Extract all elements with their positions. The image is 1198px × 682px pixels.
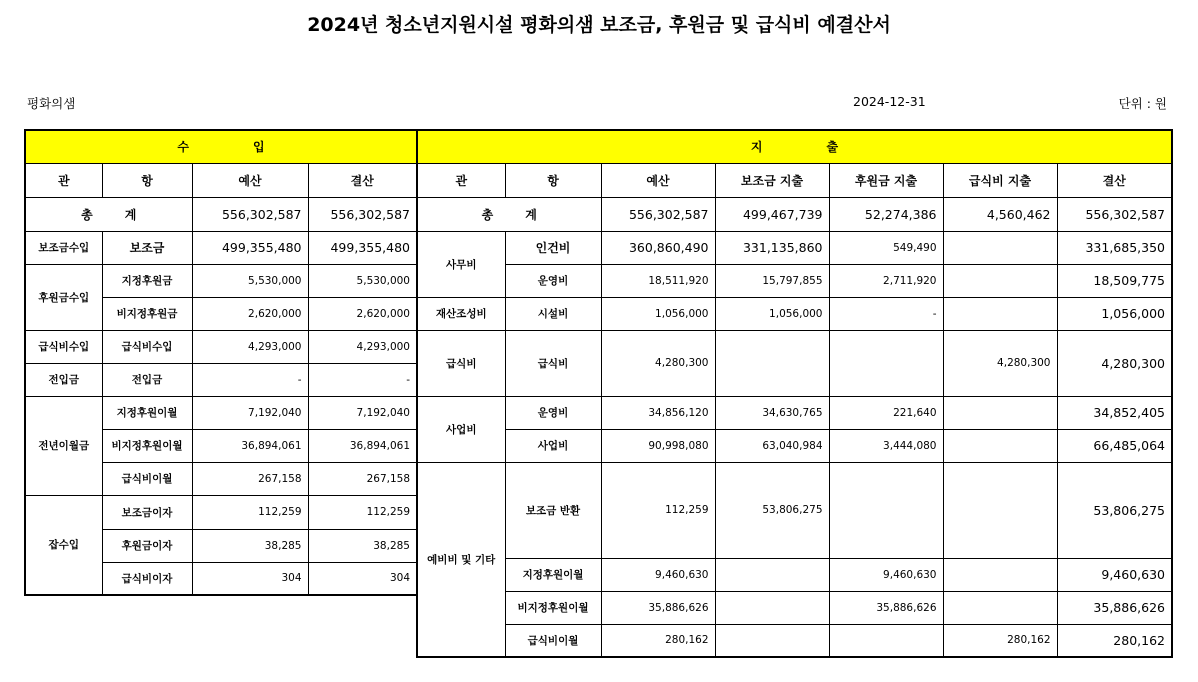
expense-meal bbox=[943, 396, 1057, 429]
income-hang: 급식비이월 bbox=[102, 462, 192, 495]
expense-donation bbox=[829, 462, 943, 558]
income-settle: 112,259 bbox=[308, 495, 417, 529]
income-col-gwan: 관 bbox=[25, 163, 102, 197]
income-hang: 지정후원이월 bbox=[102, 396, 192, 429]
expense-header-row bbox=[417, 130, 1172, 163]
income-gwan: 보조금수입 bbox=[25, 231, 102, 264]
expense-meal bbox=[943, 591, 1057, 624]
income-settle: 499,355,480 bbox=[308, 231, 417, 264]
income-gwan: 잡수입 bbox=[25, 495, 102, 595]
table-row bbox=[417, 396, 1172, 429]
expense-subsidy bbox=[715, 591, 829, 624]
income-settle: - bbox=[308, 363, 417, 396]
expense-budget: 34,856,120 bbox=[601, 396, 715, 429]
page-title: 2024년 청소년지원시설 평화의샘 보조금, 후원금 및 급식비 예결산서 bbox=[307, 14, 891, 36]
table-row bbox=[417, 264, 1172, 297]
table-row bbox=[25, 495, 417, 529]
expense-hang: 인건비 bbox=[505, 231, 601, 264]
income-total-settle: 556,302,587 bbox=[308, 197, 417, 231]
expense-total-char-1: 총 bbox=[481, 207, 494, 222]
expense-header-char-2: 출 bbox=[826, 140, 839, 155]
expense-gwan: 사무비 bbox=[417, 231, 505, 297]
expense-gwan: 사업비 bbox=[417, 396, 505, 462]
table-row bbox=[25, 396, 417, 429]
expense-col-meal: 급식비 지출 bbox=[943, 163, 1057, 197]
expense-total-char-2: 계 bbox=[525, 207, 537, 222]
income-gwan: 전년이월금 bbox=[25, 396, 102, 495]
income-total-row bbox=[25, 197, 417, 231]
expense-total-row bbox=[417, 197, 1172, 231]
expense-budget: 112,259 bbox=[601, 462, 715, 558]
expense-hang: 보조금 반환 bbox=[505, 462, 601, 558]
income-budget: 7,192,040 bbox=[192, 396, 308, 429]
expense-hang: 비지정후원이월 bbox=[505, 591, 601, 624]
expense-hang: 시설비 bbox=[505, 297, 601, 330]
income-col-settle: 결산 bbox=[308, 163, 417, 197]
expense-budget: 360,860,490 bbox=[601, 231, 715, 264]
income-budget: 4,293,000 bbox=[192, 330, 308, 363]
income-budget: 267,158 bbox=[192, 462, 308, 495]
income-header-row bbox=[25, 130, 417, 163]
expense-col-subsidy: 보조금 지출 bbox=[715, 163, 829, 197]
expense-donation: 3,444,080 bbox=[829, 429, 943, 462]
table-row bbox=[25, 231, 417, 264]
expense-donation: 221,640 bbox=[829, 396, 943, 429]
income-settle: 5,530,000 bbox=[308, 264, 417, 297]
expense-subsidy bbox=[715, 624, 829, 657]
income-hang: 후원금이자 bbox=[102, 529, 192, 562]
income-budget: - bbox=[192, 363, 308, 396]
org-name: 평화의샘 bbox=[27, 96, 76, 111]
expense-meal bbox=[943, 558, 1057, 591]
expense-budget: 4,280,300 bbox=[601, 330, 715, 396]
expense-donation: - bbox=[829, 297, 943, 330]
expense-budget: 35,886,626 bbox=[601, 591, 715, 624]
expense-budget: 90,998,080 bbox=[601, 429, 715, 462]
expense-hang: 운영비 bbox=[505, 264, 601, 297]
income-total-budget: 556,302,587 bbox=[192, 197, 308, 231]
table-row bbox=[417, 231, 1172, 264]
expense-total-label bbox=[417, 197, 601, 231]
income-total-char-2: 계 bbox=[124, 207, 137, 222]
expense-header bbox=[417, 130, 1172, 163]
expense-meal bbox=[943, 264, 1057, 297]
expense-donation: 35,886,626 bbox=[829, 591, 943, 624]
expense-donation: 549,490 bbox=[829, 231, 943, 264]
expense-total-meal: 4,560,462 bbox=[943, 197, 1057, 231]
income-settle: 7,192,040 bbox=[308, 396, 417, 429]
expense-subsidy: 53,806,275 bbox=[715, 462, 829, 558]
income-header-char-1: 수 bbox=[177, 140, 189, 155]
expense-gwan: 급식비 bbox=[417, 330, 505, 396]
table-row bbox=[417, 591, 1172, 624]
expense-hang: 사업비 bbox=[505, 429, 601, 462]
expense-settle: 9,460,630 bbox=[1057, 558, 1172, 591]
expense-donation bbox=[829, 330, 943, 396]
expense-gwan: 재산조성비 bbox=[417, 297, 505, 330]
income-hang: 비지정후원금 bbox=[102, 297, 192, 330]
expense-settle: 1,056,000 bbox=[1057, 297, 1172, 330]
income-header bbox=[25, 130, 417, 163]
income-budget: 2,620,000 bbox=[192, 297, 308, 330]
expense-total-subsidy: 499,467,739 bbox=[715, 197, 829, 231]
expense-meal bbox=[943, 231, 1057, 264]
income-col-hang: 항 bbox=[102, 163, 192, 197]
income-budget: 112,259 bbox=[192, 495, 308, 529]
report-date: 2024-12-31 bbox=[853, 94, 926, 109]
expense-subsidy bbox=[715, 330, 829, 396]
income-gwan: 전입금 bbox=[25, 363, 102, 396]
expense-settle: 53,806,275 bbox=[1057, 462, 1172, 558]
income-gwan: 후원금수입 bbox=[25, 264, 102, 330]
income-settle: 38,285 bbox=[308, 529, 417, 562]
income-settle: 36,894,061 bbox=[308, 429, 417, 462]
income-hang: 보조금이자 bbox=[102, 495, 192, 529]
income-column-header-row bbox=[25, 163, 417, 197]
expense-settle: 34,852,405 bbox=[1057, 396, 1172, 429]
income-hang: 급식비이자 bbox=[102, 562, 192, 595]
expense-column-header-row bbox=[417, 163, 1172, 197]
expense-total-budget: 556,302,587 bbox=[601, 197, 715, 231]
income-hang: 보조금 bbox=[102, 231, 192, 264]
expense-settle: 4,280,300 bbox=[1057, 330, 1172, 396]
table-row bbox=[417, 462, 1172, 558]
income-hang: 급식비수입 bbox=[102, 330, 192, 363]
unit-label: 단위 : 원 bbox=[1118, 96, 1167, 111]
expense-budget: 280,162 bbox=[601, 624, 715, 657]
income-hang: 지정후원금 bbox=[102, 264, 192, 297]
expense-meal: 280,162 bbox=[943, 624, 1057, 657]
expense-meal bbox=[943, 429, 1057, 462]
income-hang: 비지정후원이월 bbox=[102, 429, 192, 462]
income-budget: 38,285 bbox=[192, 529, 308, 562]
expense-meal bbox=[943, 297, 1057, 330]
income-gwan: 급식비수입 bbox=[25, 330, 102, 363]
expense-col-budget: 예산 bbox=[601, 163, 715, 197]
table-row bbox=[25, 363, 417, 396]
income-budget: 304 bbox=[192, 562, 308, 595]
expense-budget: 18,511,920 bbox=[601, 264, 715, 297]
expense-hang: 급식비 bbox=[505, 330, 601, 396]
expense-col-gwan: 관 bbox=[417, 163, 505, 197]
expense-settle: 331,685,350 bbox=[1057, 231, 1172, 264]
income-settle: 4,293,000 bbox=[308, 330, 417, 363]
expense-subsidy: 331,135,860 bbox=[715, 231, 829, 264]
table-row bbox=[417, 429, 1172, 462]
table-row bbox=[417, 297, 1172, 330]
expense-settle: 280,162 bbox=[1057, 624, 1172, 657]
expense-hang: 운영비 bbox=[505, 396, 601, 429]
income-settle: 304 bbox=[308, 562, 417, 595]
income-total-char-1: 총 bbox=[81, 207, 93, 222]
expense-budget: 9,460,630 bbox=[601, 558, 715, 591]
expense-total-donation: 52,274,386 bbox=[829, 197, 943, 231]
table-row bbox=[417, 624, 1172, 657]
expense-table bbox=[416, 129, 1173, 658]
expense-donation bbox=[829, 624, 943, 657]
expense-settle: 35,886,626 bbox=[1057, 591, 1172, 624]
expense-subsidy: 34,630,765 bbox=[715, 396, 829, 429]
table-row bbox=[417, 330, 1172, 396]
expense-gwan: 예비비 및 기타 bbox=[417, 462, 505, 657]
income-settle: 2,620,000 bbox=[308, 297, 417, 330]
expense-settle: 18,509,775 bbox=[1057, 264, 1172, 297]
income-budget: 5,530,000 bbox=[192, 264, 308, 297]
expense-col-hang: 항 bbox=[505, 163, 601, 197]
expense-subsidy: 1,056,000 bbox=[715, 297, 829, 330]
income-total-label bbox=[25, 197, 192, 231]
expense-meal: 4,280,300 bbox=[943, 330, 1057, 396]
expense-meal bbox=[943, 462, 1057, 558]
expense-subsidy: 63,040,984 bbox=[715, 429, 829, 462]
table-row bbox=[417, 558, 1172, 591]
expense-budget: 1,056,000 bbox=[601, 297, 715, 330]
income-budget: 36,894,061 bbox=[192, 429, 308, 462]
table-row bbox=[25, 330, 417, 363]
expense-subsidy bbox=[715, 558, 829, 591]
expense-hang: 급식비이월 bbox=[505, 624, 601, 657]
expense-total-settle: 556,302,587 bbox=[1057, 197, 1172, 231]
income-budget: 499,355,480 bbox=[192, 231, 308, 264]
expense-hang: 지정후원이월 bbox=[505, 558, 601, 591]
expense-col-settle: 결산 bbox=[1057, 163, 1172, 197]
expense-donation: 9,460,630 bbox=[829, 558, 943, 591]
income-table bbox=[24, 129, 418, 596]
expense-settle: 66,485,064 bbox=[1057, 429, 1172, 462]
income-header-char-2: 입 bbox=[253, 140, 265, 155]
income-col-budget: 예산 bbox=[192, 163, 308, 197]
expense-col-donation: 후원금 지출 bbox=[829, 163, 943, 197]
income-hang: 전입금 bbox=[102, 363, 192, 396]
income-settle: 267,158 bbox=[308, 462, 417, 495]
expense-subsidy: 15,797,855 bbox=[715, 264, 829, 297]
expense-header-char-1: 지 bbox=[750, 140, 763, 155]
expense-donation: 2,711,920 bbox=[829, 264, 943, 297]
table-row bbox=[25, 264, 417, 297]
